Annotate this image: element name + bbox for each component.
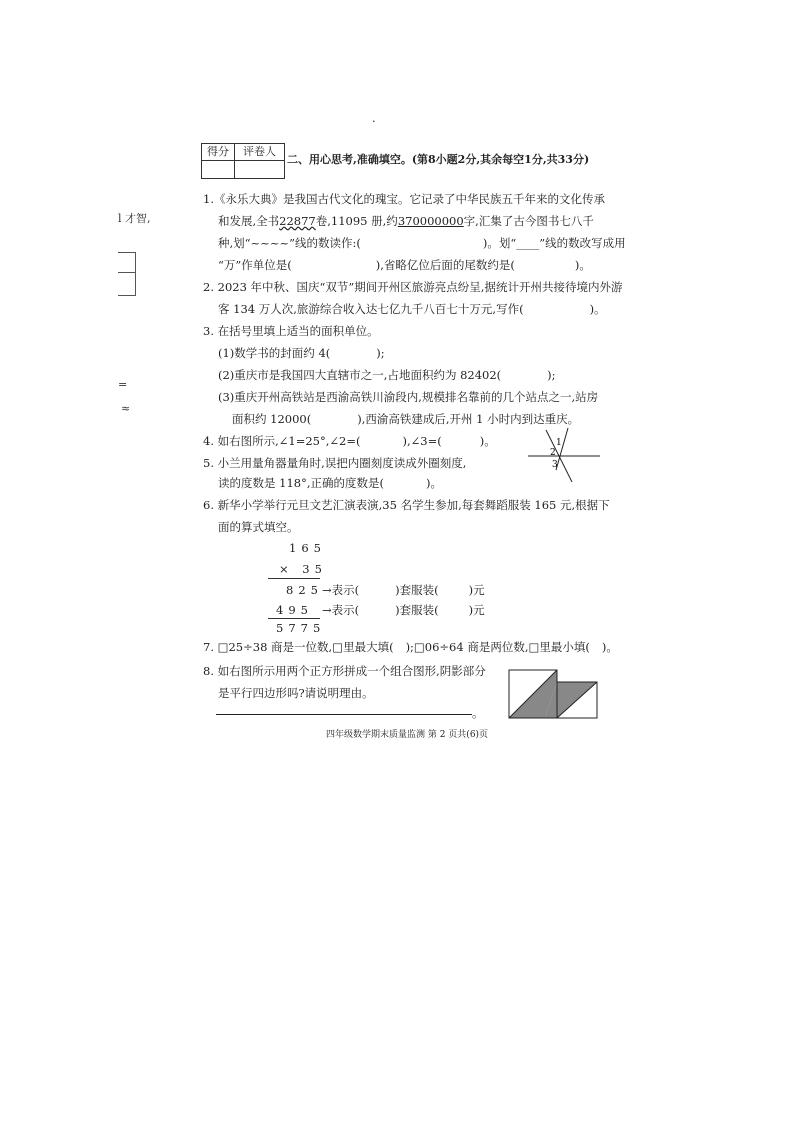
top-dot: · xyxy=(372,114,376,128)
mult-partial-1: 825 xyxy=(286,583,323,597)
section-title: 二、用心思考,准确填空。(第8小题2分,其余每空1分,共33分) xyxy=(287,153,590,166)
q1-number-wavy: 22877 xyxy=(279,214,316,228)
q1-line-2: 和发展,全书22877卷,11095 册,约370000000字,汇集了古今图书七八千 xyxy=(218,214,594,228)
left-fragment-2: = xyxy=(118,378,128,391)
q6-explain-2: →表示( )套服装( )元 xyxy=(322,603,485,617)
mult-rule-2 xyxy=(268,618,320,619)
q6-line-2: 面的算式填空。 xyxy=(218,520,299,534)
angle-label-3: 3 xyxy=(552,460,558,470)
q6-explain-1: →表示( )套服装( )元 xyxy=(322,583,485,597)
mult-multiplier: × 35 xyxy=(279,562,327,576)
q2-line-1: 2. 2023 年中秋、国庆“双节”期间开州区旅游亮点纷呈,据统计开州共接待境内外游 xyxy=(203,280,623,294)
q5-line-1: 5. 小兰用量角器量角时,误把内圈刻度读成外圈刻度, xyxy=(203,456,467,470)
q1-number-underlined: 370000000 xyxy=(397,214,464,228)
q4-angle-figure xyxy=(528,426,604,486)
q8-line-2: 是平行四边形吗?请说明理由。 xyxy=(218,686,374,700)
angle-label-1: 1 xyxy=(556,438,562,448)
score-box xyxy=(201,143,285,179)
q8-squares-figure xyxy=(505,666,601,722)
q2-line-2: 客 134 万人次,旅游综合收入达七亿九千八百七十万元,写作( )。 xyxy=(218,302,606,316)
mult-rule-1 xyxy=(268,578,320,579)
q1-line-4: “万”作单位是( ),省略亿位后面的尾数约是( )。 xyxy=(218,258,591,272)
grader-label: 评卷人 xyxy=(243,145,276,158)
q1-line-1: 1.《永乐大典》是我国古代文化的瑰宝。它记录了中华民族五千年来的文化传承 xyxy=(203,192,605,206)
mult-partial-2: 495 xyxy=(276,603,313,617)
left-fragment-box-divider xyxy=(118,272,135,273)
q3-sub-3: (3)重庆开州高铁站是西渝高铁川渝段内,规模排名靠前的几个站点之一,站房 xyxy=(218,390,599,404)
score-label: 得分 xyxy=(207,145,229,158)
left-fragment-1: l 才智, xyxy=(118,212,151,225)
q1-line-3: 种,划“~~~~”线的数读作:( )。划“____”线的数改写成用 xyxy=(218,236,626,250)
q4-line: 4. 如右图所示,∠1=25°,∠2=( ),∠3=( )。 xyxy=(203,434,496,448)
q6-line-1: 6. 新华小学举行元旦文艺汇演表演,35 名学生参加,每套舞蹈服装 165 元,根据下 xyxy=(203,498,610,512)
q8-answer-line[interactable] xyxy=(216,714,472,715)
left-fragment-3: ≈ xyxy=(121,402,131,415)
left-fragment-box xyxy=(118,252,136,296)
page-footer: 四年级数学期末质量监测 第 2 页共(6)页 xyxy=(326,730,489,740)
grader-field[interactable] xyxy=(235,161,284,178)
mult-top: 165 xyxy=(289,541,326,555)
q7-line: 7. □25÷38 商是一位数,□里最大填( );□06÷64 商是两位数,□里最小填( )。 xyxy=(203,640,618,654)
q3-sub-3-cont: 面积约 12000( ),西渝高铁建成后,开州 1 小时内到达重庆。 xyxy=(232,412,580,426)
score-field[interactable] xyxy=(202,161,234,178)
q5-line-2: 读的度数是 118°,正确的度数是( )。 xyxy=(218,476,442,490)
mult-result: 5775 xyxy=(276,621,326,635)
angle-label-2: 2 xyxy=(550,448,556,458)
q3-title: 3. 在括号里填上适当的面积单位。 xyxy=(203,324,379,338)
q3-sub-1: (1)数学书的封面约 4( ); xyxy=(218,346,385,360)
q3-sub-2: (2)重庆市是我国四大直辖市之一,占地面积约为 82402( ); xyxy=(218,368,556,382)
q8-line-1: 8. 如右图所示用两个正方形拼成一个组合图形,阴影部分 xyxy=(203,664,486,678)
q8-answer-end: 。 xyxy=(472,706,484,720)
